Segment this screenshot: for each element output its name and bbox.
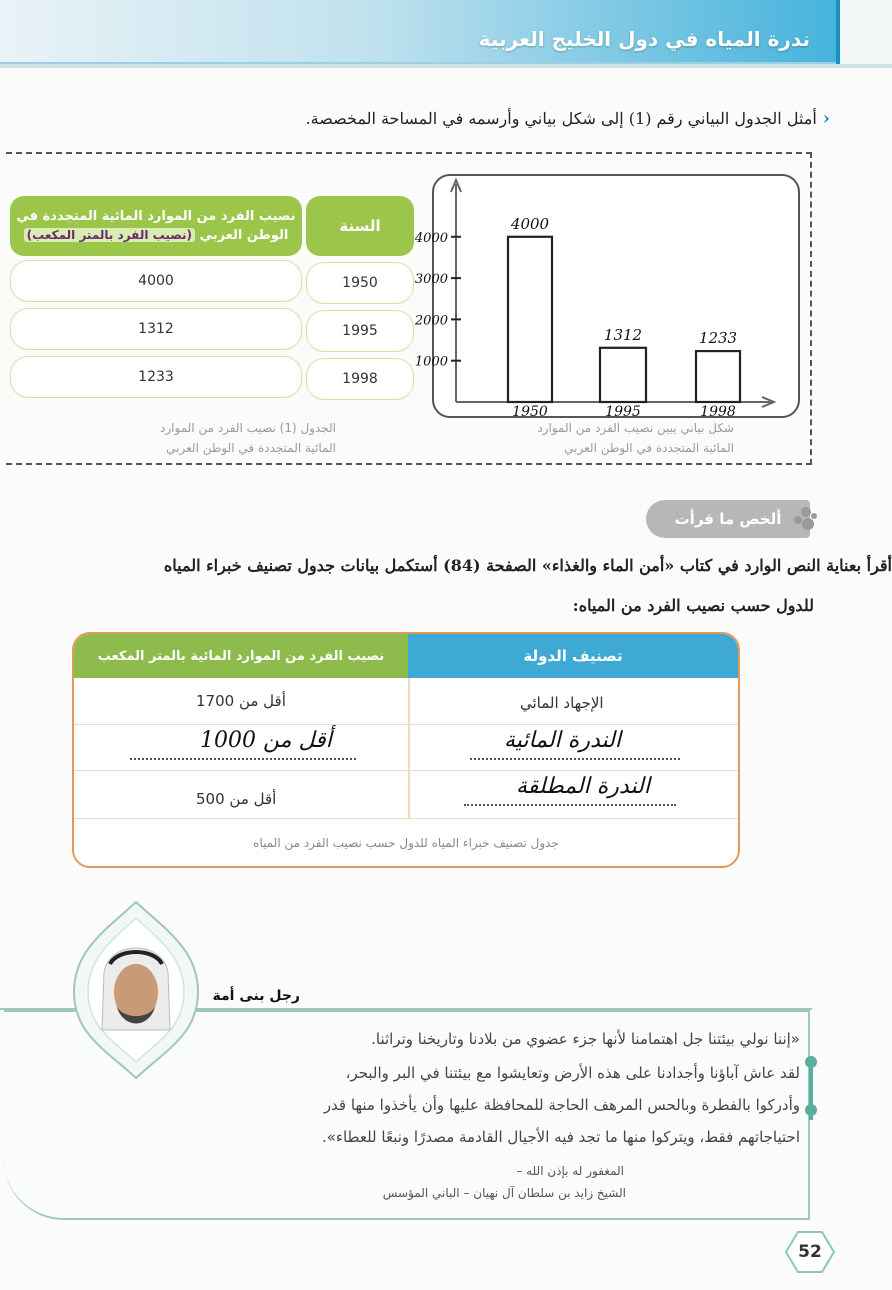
chart-caption — [494, 418, 734, 458]
table1-share-header-line1: نصيب الفرد من الموارد المائية المتجددة في — [16, 208, 296, 224]
table1-year-header: السنة — [306, 196, 414, 256]
table1-caption — [96, 418, 336, 458]
y-tick-label: 4000 — [414, 230, 448, 246]
y-tick-label: 1000 — [414, 354, 448, 370]
table2-class-answer: الندرة المائية — [504, 728, 621, 753]
table1-share-header — [10, 196, 302, 256]
table1-year-cell: 1998 — [306, 358, 414, 400]
summary-badge-label: ألخص ما قرأت — [674, 510, 782, 528]
instruction-text: أمثل الجدول البياني رقم (1) إلى شكل بياني وأرسمه في المساحة المخصصة. — [305, 109, 817, 128]
table1-share-header-line2 — [24, 226, 289, 245]
bar-chart — [396, 170, 796, 434]
table2-divider — [408, 678, 410, 818]
bar — [696, 351, 740, 402]
quote-title: رجل بنى أمة — [212, 988, 300, 1004]
header-underline — [0, 64, 892, 68]
chart-caption-line1: شكل بياني يبين نصيب الفرد من الموارد — [537, 421, 734, 435]
table2-class-cell: الإجهاد المائي — [520, 694, 604, 712]
bar-value-label: 1312 — [603, 325, 643, 344]
header-edge-tab — [836, 0, 892, 64]
quote-signature-line1: المغفور له بإذن الله – — [516, 1164, 624, 1178]
page-number: 52 — [798, 1242, 822, 1262]
quote-dot — [805, 1056, 817, 1068]
activity-instruction — [306, 108, 830, 129]
table2-row-divider — [74, 724, 738, 725]
chart-caption-line2: المائية المتجددة في الوطن العربي — [564, 441, 734, 455]
bar-value-label: 4000 — [510, 214, 550, 233]
x-tick-label: 1998 — [700, 404, 736, 420]
table1-share-header-unit: (نصيب الفرد بالمتر المكعب) — [24, 228, 195, 242]
answer-dotted-line — [130, 758, 356, 760]
bar — [600, 348, 646, 402]
summary-paragraph-line2: للدول حسب نصيب الفرد من المياه: — [572, 596, 814, 615]
table2-row-divider — [74, 770, 738, 771]
table2-caption: جدول تصنيف خبراء المياه للدول حسب نصيب الفرد من المياه — [253, 836, 559, 850]
quote-line: احتياجاتهم فقط، ويتركوا منها ما تجد فيه الأجيال القادمة مصدرًا ونبعًا للعطاء». — [321, 1128, 800, 1146]
table1-year-cell: 1950 — [306, 262, 414, 304]
table1-caption-line1: الجدول (1) نصيب الفرد من الموارد — [160, 421, 336, 435]
table2-share-cell: أقل من 1700 — [196, 692, 286, 710]
x-tick-label: 1995 — [605, 404, 641, 420]
table1-year-cell: 1995 — [306, 310, 414, 352]
y-tick-label: 2000 — [414, 313, 448, 329]
answer-dotted-line — [470, 758, 680, 760]
quote-line: «إننا نولي بيئتنا جل اهتمامنا لأنها جزء عضوي من بلادنا وتاريخنا وتراثنا. — [371, 1030, 800, 1048]
chapter-title: ندرة المياه في دول الخليج العربية — [478, 27, 810, 51]
table1-value-cell: 1233 — [10, 356, 302, 398]
answer-dotted-line — [464, 804, 676, 806]
bubbles-icon — [788, 500, 820, 538]
table2-share-cell: أقل من 500 — [196, 790, 277, 808]
table1-share-header-plain: الوطن العربي — [199, 227, 289, 243]
table2-row-divider — [74, 818, 738, 819]
chevron-left-icon: ‹ — [822, 108, 830, 129]
quote-line: وأدركوا بالفطرة وبالحس المرهف الحاجة للمحافظة عليها وأن يأخذوا منها قدر — [323, 1096, 800, 1114]
table2-share-answer: أقل من 1000 — [200, 728, 332, 753]
quote-signature-line2: الشيخ زايد بن سلطان آل نهيان – الباني المؤسس — [382, 1186, 626, 1200]
table2-class-answer: الندرة المطلقة — [516, 774, 650, 799]
table2-share-header: نصيب الفرد من الموارد المائية بالمتر المكعب — [74, 634, 408, 678]
quote-dot — [805, 1104, 817, 1116]
table1-value-cell: 4000 — [10, 260, 302, 302]
table2-class-header: تصنيف الدولة — [408, 634, 738, 678]
y-tick-label: 3000 — [414, 272, 448, 288]
quote-line: لقد عاش آباؤنا وأجدادنا على هذه الأرض وتعايشوا مع بيئتنا في البر والبحر، — [345, 1064, 800, 1082]
x-tick-label: 1950 — [512, 404, 548, 420]
table1-caption-line2: المائية المتجددة في الوطن العربي — [166, 441, 336, 455]
summary-badge — [646, 500, 810, 538]
bar-value-label: 1233 — [698, 329, 738, 348]
founder-portrait — [70, 900, 202, 1080]
summary-paragraph-line1: أقرأ بعناية النص الوارد في كتاب «أمن الماء والغذاء» الصفحة (84) أستكمل بيانات جدول تصنيف خبراء المياه — [163, 556, 892, 575]
bar — [508, 237, 552, 402]
table1-value-cell: 1312 — [10, 308, 302, 350]
